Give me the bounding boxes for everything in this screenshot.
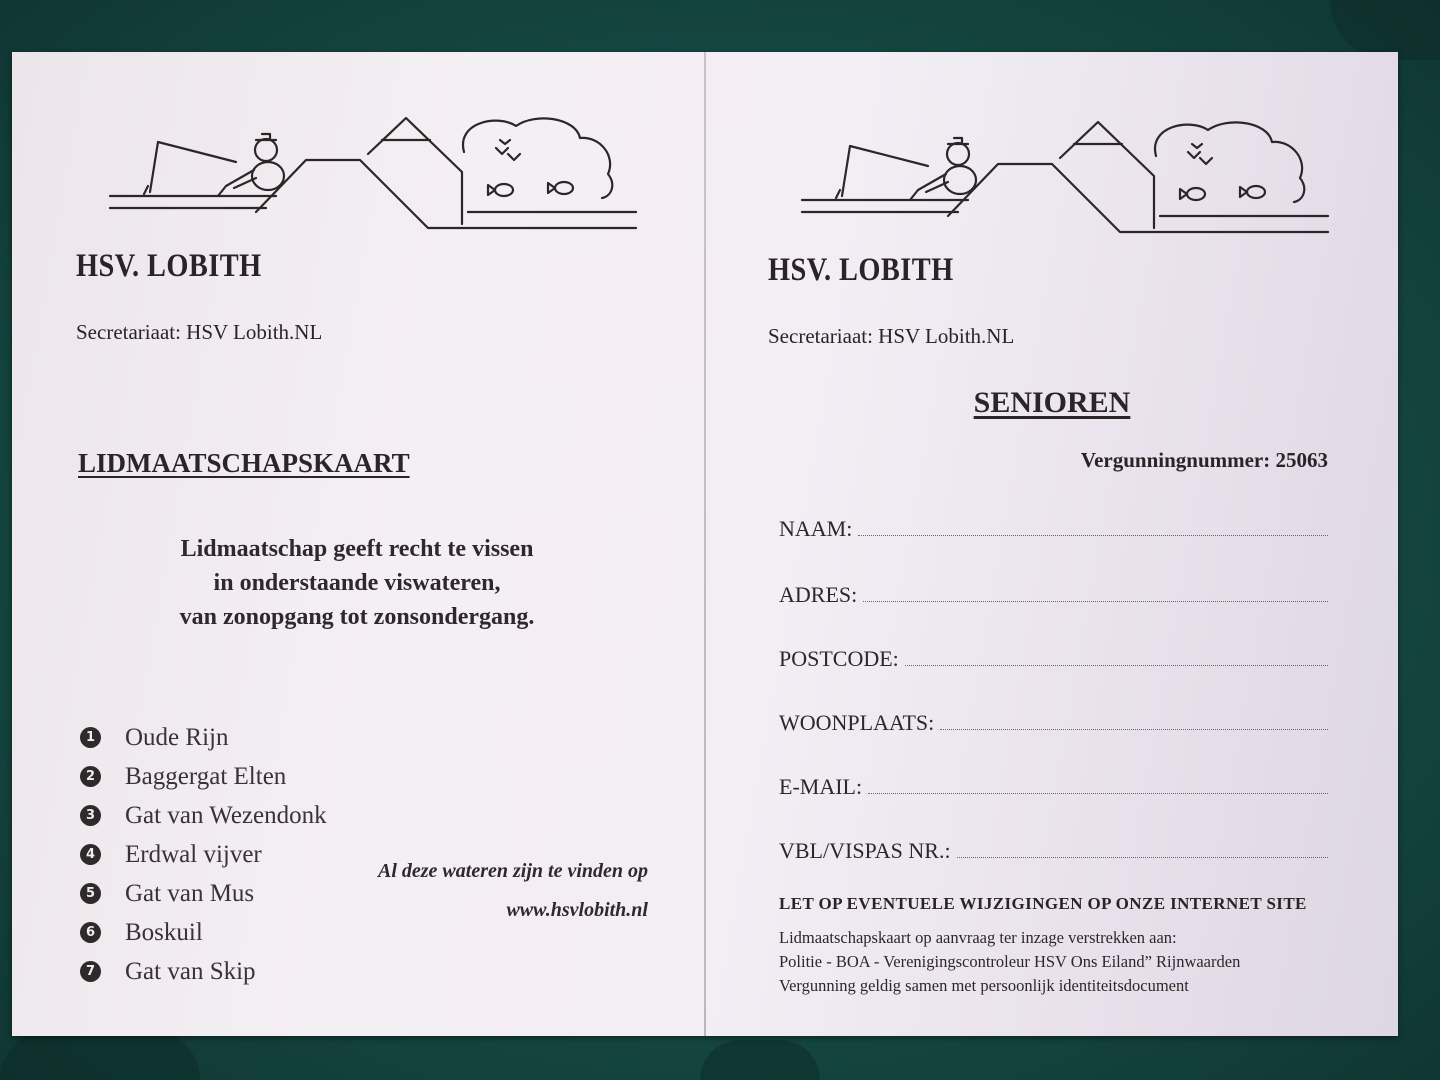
address-field[interactable] xyxy=(779,578,1328,608)
permit-number: Vergunningnummer: 25063 xyxy=(1080,448,1328,472)
fishing-logo-icon xyxy=(798,116,1338,236)
postcode-field[interactable] xyxy=(779,642,1328,672)
list-item xyxy=(80,835,327,874)
field-label: VBL/VISPAS NR.: xyxy=(779,838,951,863)
website-note xyxy=(378,852,648,930)
name-field[interactable] xyxy=(779,512,1328,542)
category-heading: SENIOREN xyxy=(973,386,1131,419)
water-name: Baggergat Elten xyxy=(125,762,287,790)
fishing-logo-icon xyxy=(106,112,646,232)
card-heading: LIDMAATSCHAPSKAART xyxy=(78,448,410,478)
membership-card xyxy=(12,52,1398,1036)
field-label: E-MAIL: xyxy=(779,774,863,799)
number-bullet-icon: 1 xyxy=(80,727,101,748)
water-name: Gat van Skip xyxy=(125,957,256,985)
number-bullet-icon: 5 xyxy=(80,883,101,904)
water-name: Erdwal vijver xyxy=(125,840,262,868)
fill-line xyxy=(940,729,1328,730)
intro-line: Lidmaatschap geeft recht te vissen xyxy=(180,536,534,562)
water-name: Oude Rijn xyxy=(125,723,229,751)
fill-line xyxy=(868,793,1328,794)
intro-line: van zonopgang tot zonsondergang. xyxy=(179,604,535,630)
field-label: WOONPLAATS: xyxy=(779,710,935,735)
right-panel xyxy=(706,52,1398,1036)
number-bullet-icon: 6 xyxy=(80,922,101,943)
background-leaf xyxy=(0,1030,200,1080)
fill-line xyxy=(858,535,1328,536)
field-label: ADRES: xyxy=(779,582,858,607)
list-item xyxy=(80,796,327,835)
email-field[interactable] xyxy=(779,770,1328,800)
note-line: Al deze wateren zijn te vinden op xyxy=(378,860,648,882)
secretariat-text: Secretariaat: HSV Lobith.NL xyxy=(768,324,1015,348)
background-leaf xyxy=(1330,0,1440,60)
field-label: NAAM: xyxy=(779,516,853,541)
list-item xyxy=(80,757,327,796)
number-bullet-icon: 3 xyxy=(80,805,101,826)
number-bullet-icon: 2 xyxy=(80,766,101,787)
fill-line xyxy=(863,601,1328,602)
club-name: HSV. LOBITH xyxy=(76,248,262,284)
fine-print xyxy=(779,926,1240,998)
water-name: Gat van Mus xyxy=(125,879,255,907)
list-item xyxy=(80,718,327,757)
waters-list xyxy=(80,718,327,991)
notice-text: LET OP EVENTUELE WIJZIGINGEN OP ONZE INTERNET SITE xyxy=(779,894,1307,913)
list-item xyxy=(80,874,327,913)
vispas-field[interactable] xyxy=(779,834,1328,864)
fill-line xyxy=(905,665,1328,666)
city-field[interactable] xyxy=(779,706,1328,736)
club-name: HSV. LOBITH xyxy=(768,252,954,288)
background-leaf xyxy=(700,1040,820,1080)
field-label: POSTCODE: xyxy=(779,646,899,671)
number-bullet-icon: 4 xyxy=(80,844,101,865)
fine-print-line: Vergunning geldig samen met persoonlijk identiteitsdocument xyxy=(779,976,1189,995)
fine-print-line: Lidmaatschapskaart op aanvraag ter inzage verstrekken aan: xyxy=(779,928,1177,947)
water-name: Gat van Wezendonk xyxy=(125,801,327,829)
fill-line xyxy=(957,857,1328,858)
water-name: Boskuil xyxy=(125,918,203,946)
list-item xyxy=(80,952,327,991)
secretariat-text: Secretariaat: HSV Lobith.NL xyxy=(76,320,323,344)
left-panel xyxy=(12,52,704,1036)
fine-print-line: Politie - BOA - Verenigingscontroleur HSV Ons Eiland” Rijnwaarden xyxy=(779,952,1241,971)
number-bullet-icon: 7 xyxy=(80,961,101,982)
intro-line: in onderstaande viswateren, xyxy=(213,570,501,596)
list-item xyxy=(80,913,327,952)
website-url: www.hsvlobith.nl xyxy=(506,899,648,921)
intro-text xyxy=(92,532,622,634)
